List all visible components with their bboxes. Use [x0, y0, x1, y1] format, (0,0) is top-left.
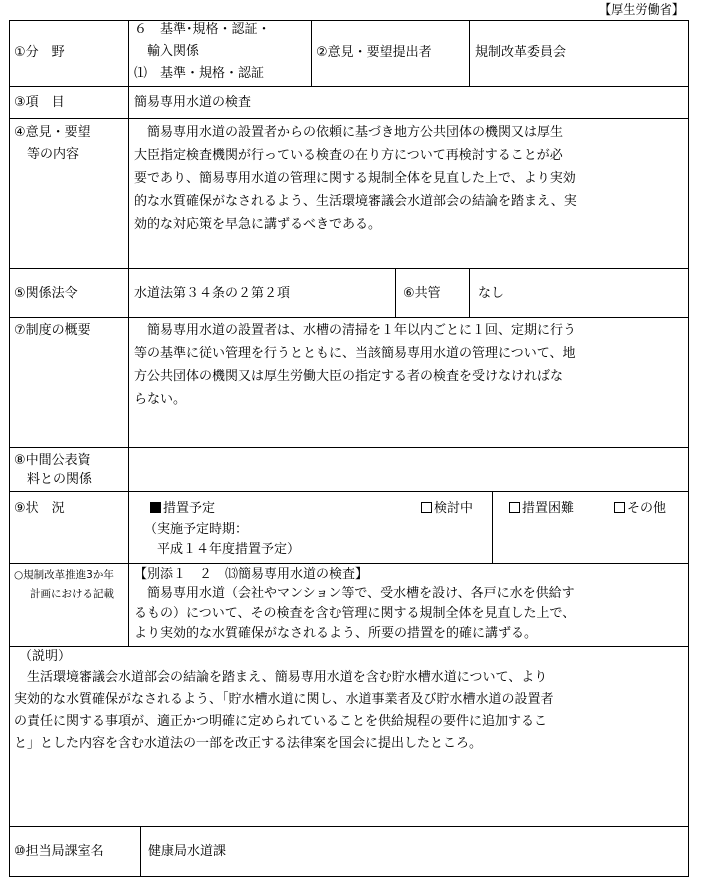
review-text: 検討中: [434, 501, 474, 516]
field-line-3: ⑴ 基準・規格・認証: [134, 66, 265, 81]
difficult-text: 措置困難: [522, 501, 575, 516]
explanation-line-2: 実効的な水質確保がなされるよう、「貯水槽水道に関し、水道事業者及び貯水槽水道の設置者: [14, 692, 554, 707]
status-detail-1: （実施予定時期：: [144, 522, 249, 537]
law-label: ⑤関係法令: [14, 286, 78, 301]
status-label: ⑨状 況: [14, 501, 65, 516]
field-label: ①分 野: [14, 45, 65, 60]
request-line-2: 大臣指定検査機関が行っている検査の在り方について再検討することが必: [134, 148, 563, 163]
status-review: [421, 500, 473, 518]
status-planned: [150, 500, 215, 518]
review-checkbox: [421, 502, 432, 513]
plan-line-3: るもの）について、その検査を含む管理に関する規制全体を見直した上で、: [134, 606, 576, 621]
status-difficult: [509, 500, 574, 518]
office-value: 健康局水道課: [148, 844, 227, 859]
joint-label: ⑥共管: [403, 286, 441, 301]
status-detail-2: 平成１４年度措置予定）: [144, 542, 301, 557]
system-line-3: 方公共団体の機関又は厚生労働大臣の指定する者の検査を受けなければな: [134, 369, 564, 384]
joint-value: なし: [478, 286, 505, 301]
explanation-title: （説明）: [19, 649, 72, 664]
plan-line-1: 【別添１ ２ ⒀簡易専用水道の検査】: [134, 567, 369, 582]
difficult-checkbox: [509, 502, 520, 513]
other-checkbox: [614, 502, 625, 513]
plan-label-2: 計画における記載: [30, 588, 114, 600]
office-label: ⑩担当局課室名: [14, 844, 104, 859]
field-line-1: ６ 基準･規格・認証・: [134, 22, 271, 37]
request-line-4: 的な水質確保がなされるよう、生活環境審議会水道部会の結論を踏まえ、実: [134, 194, 577, 209]
system-label: ⑦制度の概要: [14, 323, 91, 338]
system-line-1: 簡易専用水道の設置者は、水槽の清掃を１年以内ごとに１回、定期に行う: [134, 323, 577, 338]
field-line-2: 輸入関係: [134, 44, 200, 59]
explanation-line-3: の責任に関する事項が、適正かつ明確に定められていることを供給規程の要件に追加するこ: [14, 714, 548, 729]
other-text: その他: [627, 501, 667, 516]
request-label-1: ④意見・要望: [14, 125, 91, 140]
submitter-label: ②意見・要望提出者: [316, 45, 432, 60]
interim-label-1: ⑧中間公表資: [14, 453, 91, 468]
request-label-2: 等の内容: [14, 147, 80, 162]
item-label: ③項 目: [14, 95, 65, 110]
explanation-line-1: 生活環境審議会水道部会の結論を踏まえ、簡易専用水道を含む貯水槽水道について、より: [14, 670, 548, 685]
item-value: 簡易専用水道の検査: [134, 95, 252, 110]
plan-line-4: より実効的な水質確保がなされるよう、所要の措置を的確に講ずる。: [134, 626, 538, 641]
system-line-4: らない。: [134, 392, 187, 407]
request-line-5: 効的な対応策を早急に講ずるべきである。: [134, 217, 382, 232]
status-other: [614, 500, 666, 518]
planned-text: 措置予定: [163, 501, 216, 516]
plan-line-2: 簡易専用水道（会社やマンション等で、受水槽を設け、各戸に水を供給す: [134, 586, 575, 601]
law-value: 水道法第３４条の２第２項: [134, 286, 291, 301]
planned-checkbox: [150, 502, 161, 513]
request-line-3: 要であり、簡易専用水道の管理に関する規制全体を見直した上で、より実効: [134, 171, 576, 186]
plan-label-1: ○規制改革推進3か年: [14, 569, 114, 581]
ministry-label: 【厚生労働省】: [598, 3, 684, 18]
request-line-1: 簡易専用水道の設置者からの依頼に基づき地方公共団体の機関又は厚生: [134, 125, 564, 140]
submitter-value: 規制改革委員会: [475, 45, 567, 60]
system-line-2: 等の基準に従い管理を行うとともに、当該簡易専用水道の管理について、地: [134, 346, 576, 361]
explanation-line-4: と」とした内容を含む水道法の一部を改正する法律案を国会に提出したところ。: [14, 736, 483, 751]
interim-label-2: 料との関係: [14, 472, 93, 487]
